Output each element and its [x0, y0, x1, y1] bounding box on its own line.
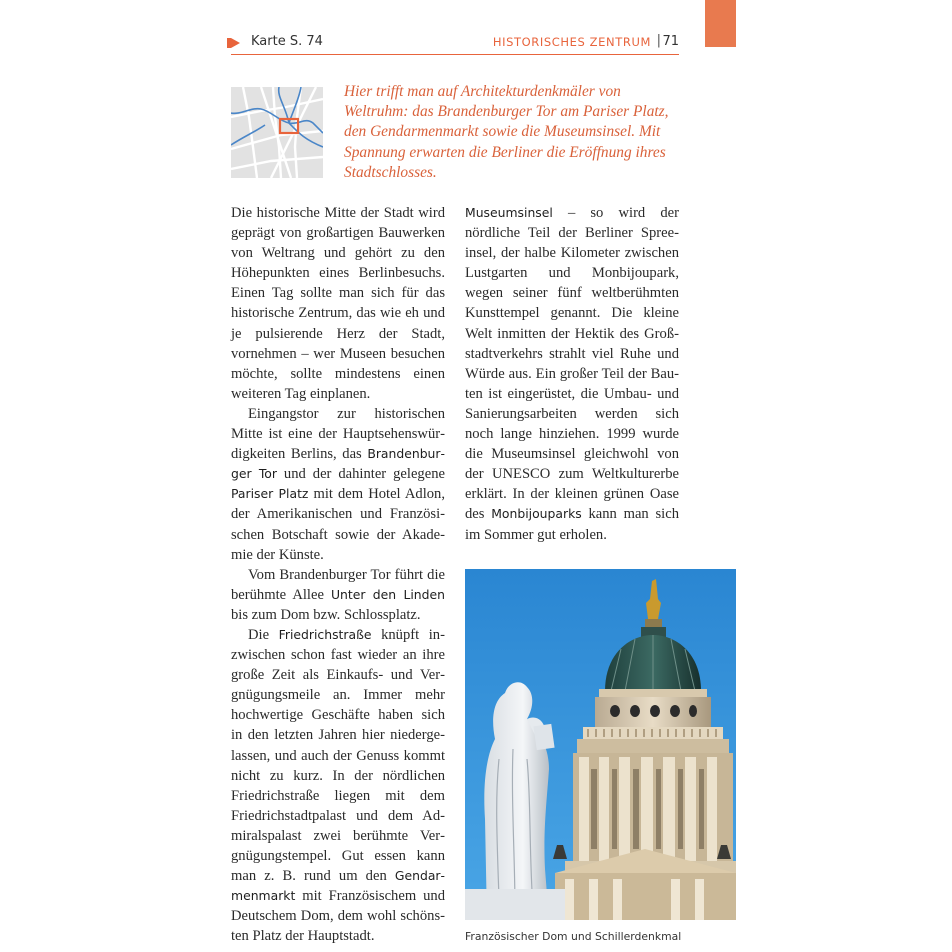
text-run: bis zum Dom bzw. Schlossplatz. [231, 606, 421, 623]
keyword-gendarmenmarkt: Gendarmenmarkt [231, 868, 445, 904]
text-run: Die [248, 626, 279, 643]
paragraph [231, 404, 445, 565]
text-run: mit dem Hotel Adlon, der Amerikanischen und Französischen Botschaft sowie der Akademie der Künste. [231, 486, 445, 563]
page-number: 71 [662, 34, 679, 49]
text-column-right [465, 203, 679, 545]
header-separator: | [656, 33, 661, 48]
text-run: mit Französischem und Deutschem Dom, dem wohl schönsten Platz der Hauptstadt. [231, 888, 445, 945]
photo-caption: Französischer Dom und Schillerdenkmal [465, 930, 682, 943]
photo-graphic [465, 569, 736, 920]
keyword-monbijoupark: Monbijouparks [491, 506, 582, 522]
keyword-museumsinsel: Museumsinsel [465, 205, 553, 220]
text-run: knüpft inzwischen schon fast wieder an ihre große Zeit als Einkaufs- und Vergnügungsmeile an. Immer mehr hochwertige Geschäfte haben sich in den letzten Jahren hier niedergelassen, und auch der Genuss kommt nicht zu kurz. In der nördlichen Friedrichstraße liegen mit dem Friedrichstadtpalast und dem Admiralspalast zwei berühmte Vergnügungstempel. Gut essen kann man z. B. rund um den [231, 626, 445, 885]
keyword-pariser-platz: Pariser Platz [231, 486, 309, 502]
paragraph: Die historische Mitte der Stadt wird geprägt von großartigen Bauwerken von Weltrang und gehört zu den Höhepunkten eines Berlinbesuchs. Einen Tag sollte man sich für das historische Zentrum, das wie eh und je pulsierende Herz der Stadt, vornehmen – wer Museen besuchen möchte, sollte mindestens einen weiteren Tag einplanen. [231, 205, 445, 402]
text-run: Eingangstor zur historischen Mitte ist eine der Hauptsehenswürdigkeiten Berlins, das [231, 405, 445, 463]
keyword-friedrichstrasse: Friedrichstraße [278, 626, 372, 642]
map-reference[interactable]: Karte S. 74 [251, 34, 323, 49]
locator-map-graphic [231, 87, 323, 178]
paragraph [465, 203, 679, 545]
text-run: Vom Brandenburger Tor führt die berühmte Allee [231, 566, 445, 603]
arrow-right-icon [231, 38, 240, 48]
intro-text: Hier trifft man auf Architekturdenkmäler von Weltruhm: das Brandenburger Tor am Pariser Platz, den Gendarmenmarkt sowie die Museumsinsel. Mit Spannung erwarten die Berliner die Eröffnung ihres Stadtschlosses. [344, 83, 669, 181]
header-rule [231, 54, 679, 55]
section-title: HISTORISCHES ZENTRUM [492, 35, 651, 49]
text-run: kann man sich im Sommer gut erholen. [465, 506, 679, 543]
text-run: – so wird der nördliche Teil der Berliner Spreeinsel, der halbe Kilometer zwischen Lustgarten und Monbijoupark, wegen seiner fünf weltberühmten Kunsttempel genannt. Die kleine Welt inmitten der Hektik des Großstadtverkehrs strahlt viel Ruhe und Würde aus. Ein großer Teil der Bauten ist eingerüstet, die Umbau- und Sanierungsarbeiten werden sich noch lange hinziehen. 1999 wurde die Museumsinsel gleichwohl von der UNESCO zum Weltkulturerbe erklärt. In der kleinen grünen Oase des [465, 205, 679, 523]
text-column-left [231, 203, 445, 946]
page-header [231, 34, 679, 54]
keyword-brandenburger-tor: Brandenburger Tor [231, 446, 445, 482]
paragraph [231, 625, 445, 947]
text-run: und der dahinter gelegene [276, 466, 445, 483]
chapter-tab [705, 0, 736, 47]
keyword-unter-den-linden: Unter den Linden [330, 586, 445, 602]
locator-map [231, 87, 323, 178]
photo-franzoesischer-dom [465, 569, 736, 920]
paragraph [231, 565, 445, 625]
